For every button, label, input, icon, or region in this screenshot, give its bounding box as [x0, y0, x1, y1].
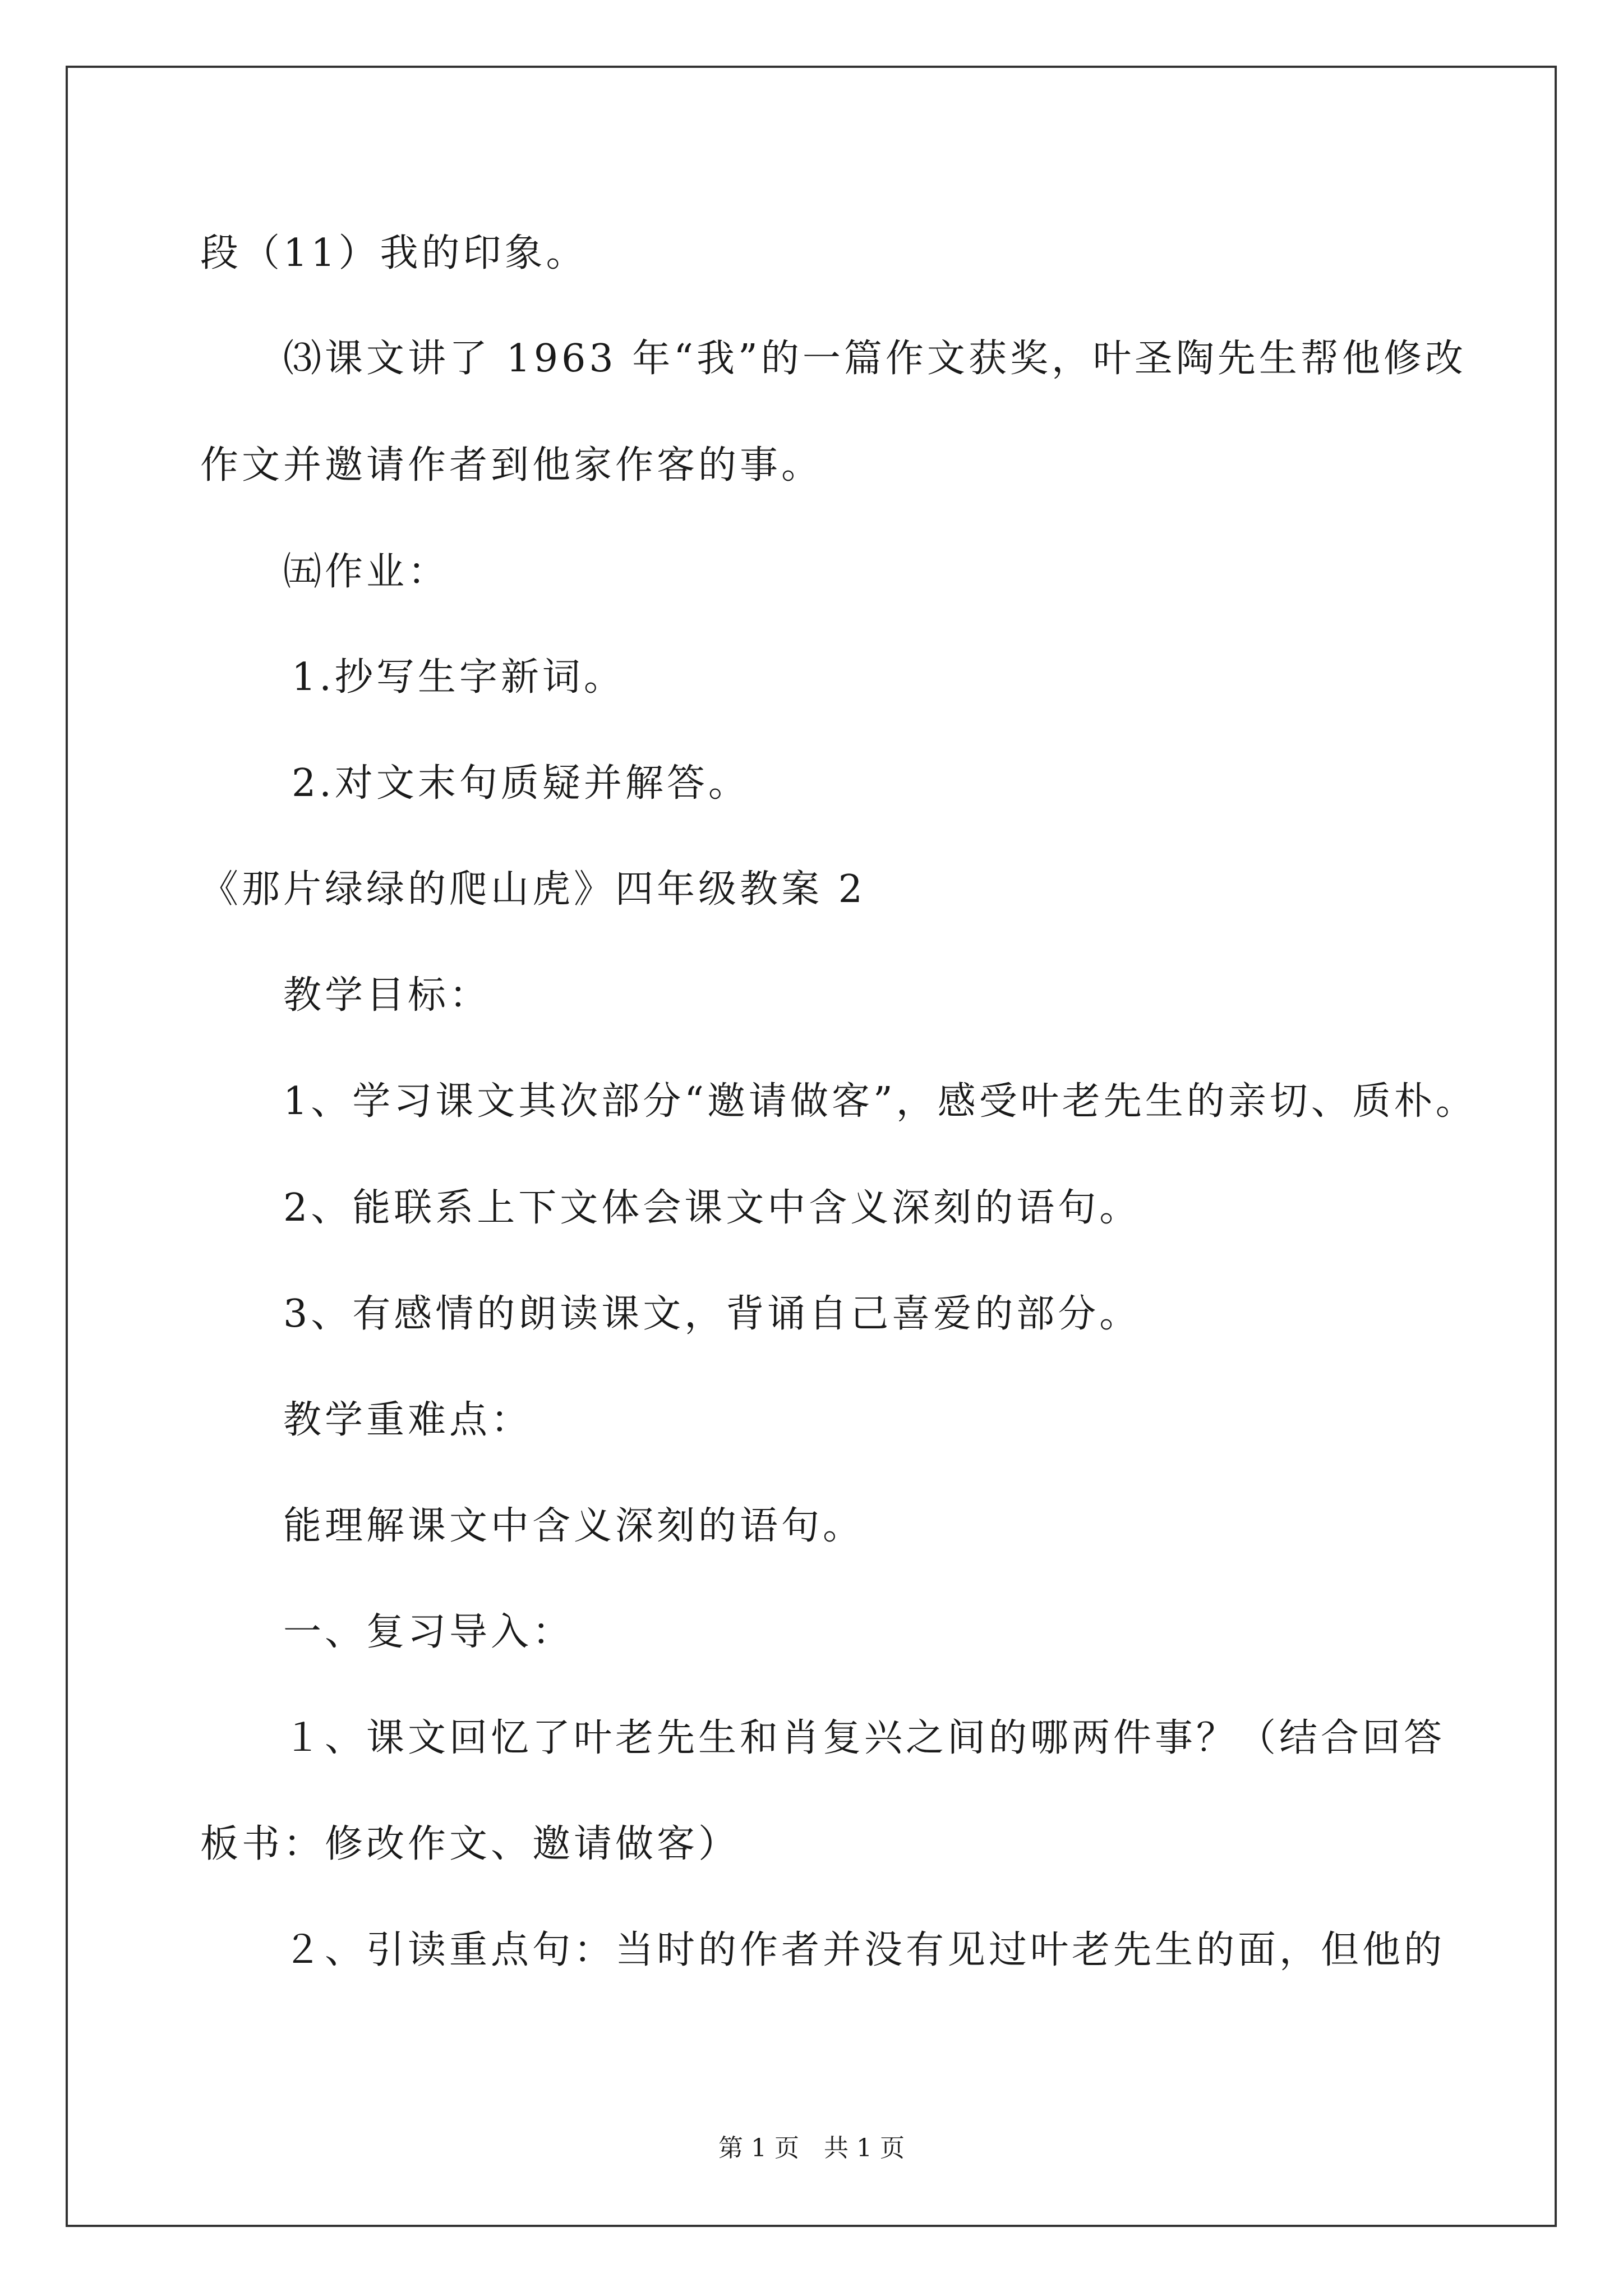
text-line-14: 一、复习导入：: [283, 1610, 574, 1654]
text-line-12: 教学重难点：: [283, 1398, 533, 1442]
text-line-9: 1、学习课文其次部分“邀请做客”，感受叶老先生的亲切、质朴。: [283, 1079, 1477, 1124]
text-line-13: 能理解课文中含义深刻的语句。: [283, 1504, 865, 1548]
text-line-2: ⑶课文讲了 1963 年“我”的一篇作文获奖，叶圣陶先生帮他修改: [283, 337, 1467, 381]
text-line-4: ㈤作业：: [283, 550, 450, 594]
text-line-6: 2.对文末句质疑并解答。: [292, 761, 750, 806]
text-line-11: 3、有感情的朗读课文，背诵自己喜爱的部分。: [283, 1292, 1141, 1336]
document-heading: 《那片绿绿的爬山虎》四年级教案 2: [200, 867, 866, 912]
text-line-16: 板书：修改作文、邀请做客）: [200, 1822, 740, 1866]
text-line-17: ２、引读重点句：当时的作者并没有见过叶老先生的面，但他的: [283, 1928, 1446, 1972]
text-line-5: 1.抄写生字新词。: [292, 655, 625, 700]
page-border: [66, 66, 1557, 2227]
text-line-10: 2、能联系上下文体会课文中含义深刻的语句。: [283, 1186, 1141, 1230]
text-line-15: １、课文回忆了叶老先生和肖复兴之间的哪两件事？（结合回答: [283, 1716, 1446, 1760]
page-footer: 第 1 页 共 1 页: [718, 2134, 905, 2162]
text-line-3: 作文并邀请作者到他家作客的事。: [200, 443, 823, 487]
text-line-1: 段（11）我的印象。: [200, 231, 588, 275]
text-line-8: 教学目标：: [283, 973, 491, 1018]
